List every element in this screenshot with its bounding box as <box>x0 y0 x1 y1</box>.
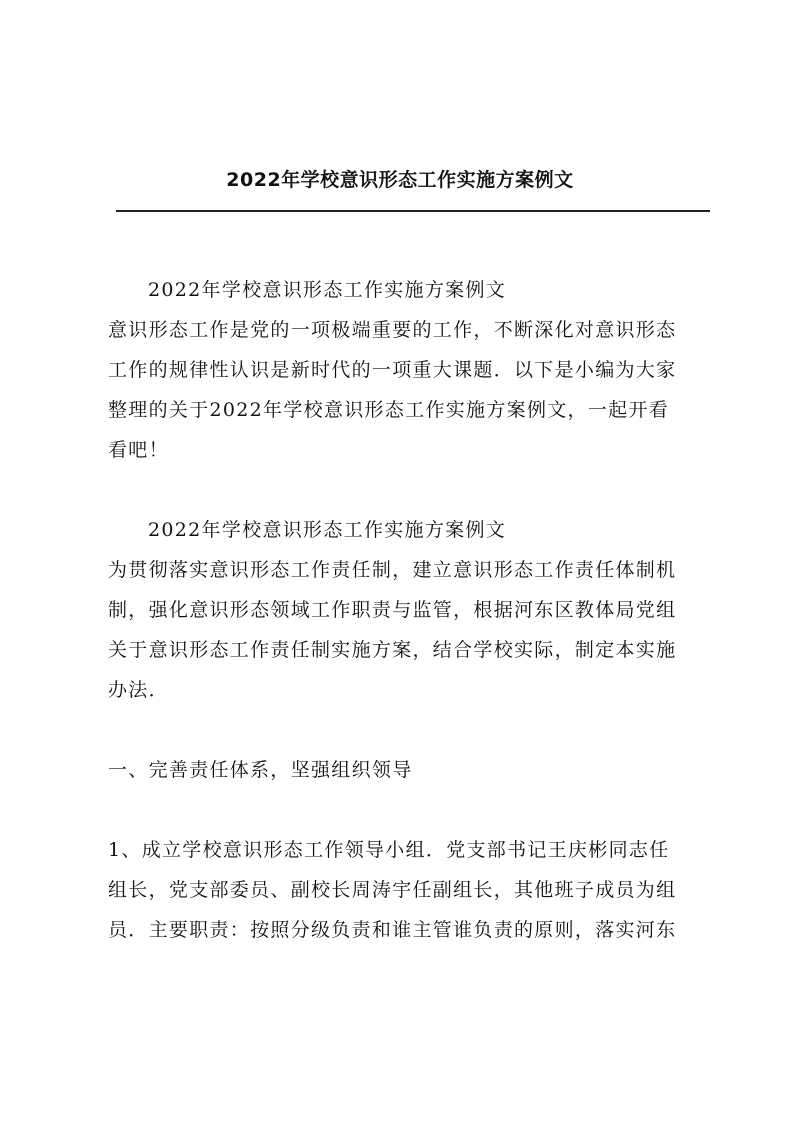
paragraph-gap <box>108 470 708 510</box>
document-body <box>108 270 708 950</box>
paragraph-gap <box>108 710 708 750</box>
paragraph-line: 整理的关于2022年学校意识形态工作实施方案例文，一起开看 <box>108 399 670 421</box>
paragraph-line: 办法． <box>108 679 169 701</box>
page-title: 2022年学校意识形态工作实施方案例文 <box>226 169 574 191</box>
paragraph-line: 组长，党支部委员、副校长周涛宇任副组长，其他班子成员为组 <box>108 879 677 901</box>
paragraph-line: 员．主要职责：按照分级负责和谁主管谁负责的原则，落实河东 <box>108 919 677 941</box>
section-heading: 2022年学校意识形态工作实施方案例文 <box>148 279 507 301</box>
paragraph-line: 关于意识形态工作责任制实施方案，结合学校实际，制定本实施 <box>108 639 677 661</box>
paragraph-line: 制，强化意识形态领域工作职责与监管，根据河东区教体局党组 <box>108 599 677 621</box>
paragraph-line: 意识形态工作是党的一项极端重要的工作，不断深化对意识形态 <box>108 319 677 341</box>
paragraph-line: 工作的规律性认识是新时代的一项重大课题．以下是小编为大家 <box>108 359 677 381</box>
paragraph-gap <box>108 790 708 830</box>
section-heading: 2022年学校意识形态工作实施方案例文 <box>148 519 507 541</box>
paragraph-line: 为贯彻落实意识形态工作责任制，建立意识形态工作责任体制机 <box>108 559 677 581</box>
title-divider <box>116 210 710 212</box>
paragraph-line: 1、成立学校意识形态工作领导小组．党支部书记王庆彬同志任 <box>108 839 670 861</box>
part-heading: 一、完善责任体系，坚强组织领导 <box>108 759 413 781</box>
paragraph-line: 看吧！ <box>108 439 169 461</box>
